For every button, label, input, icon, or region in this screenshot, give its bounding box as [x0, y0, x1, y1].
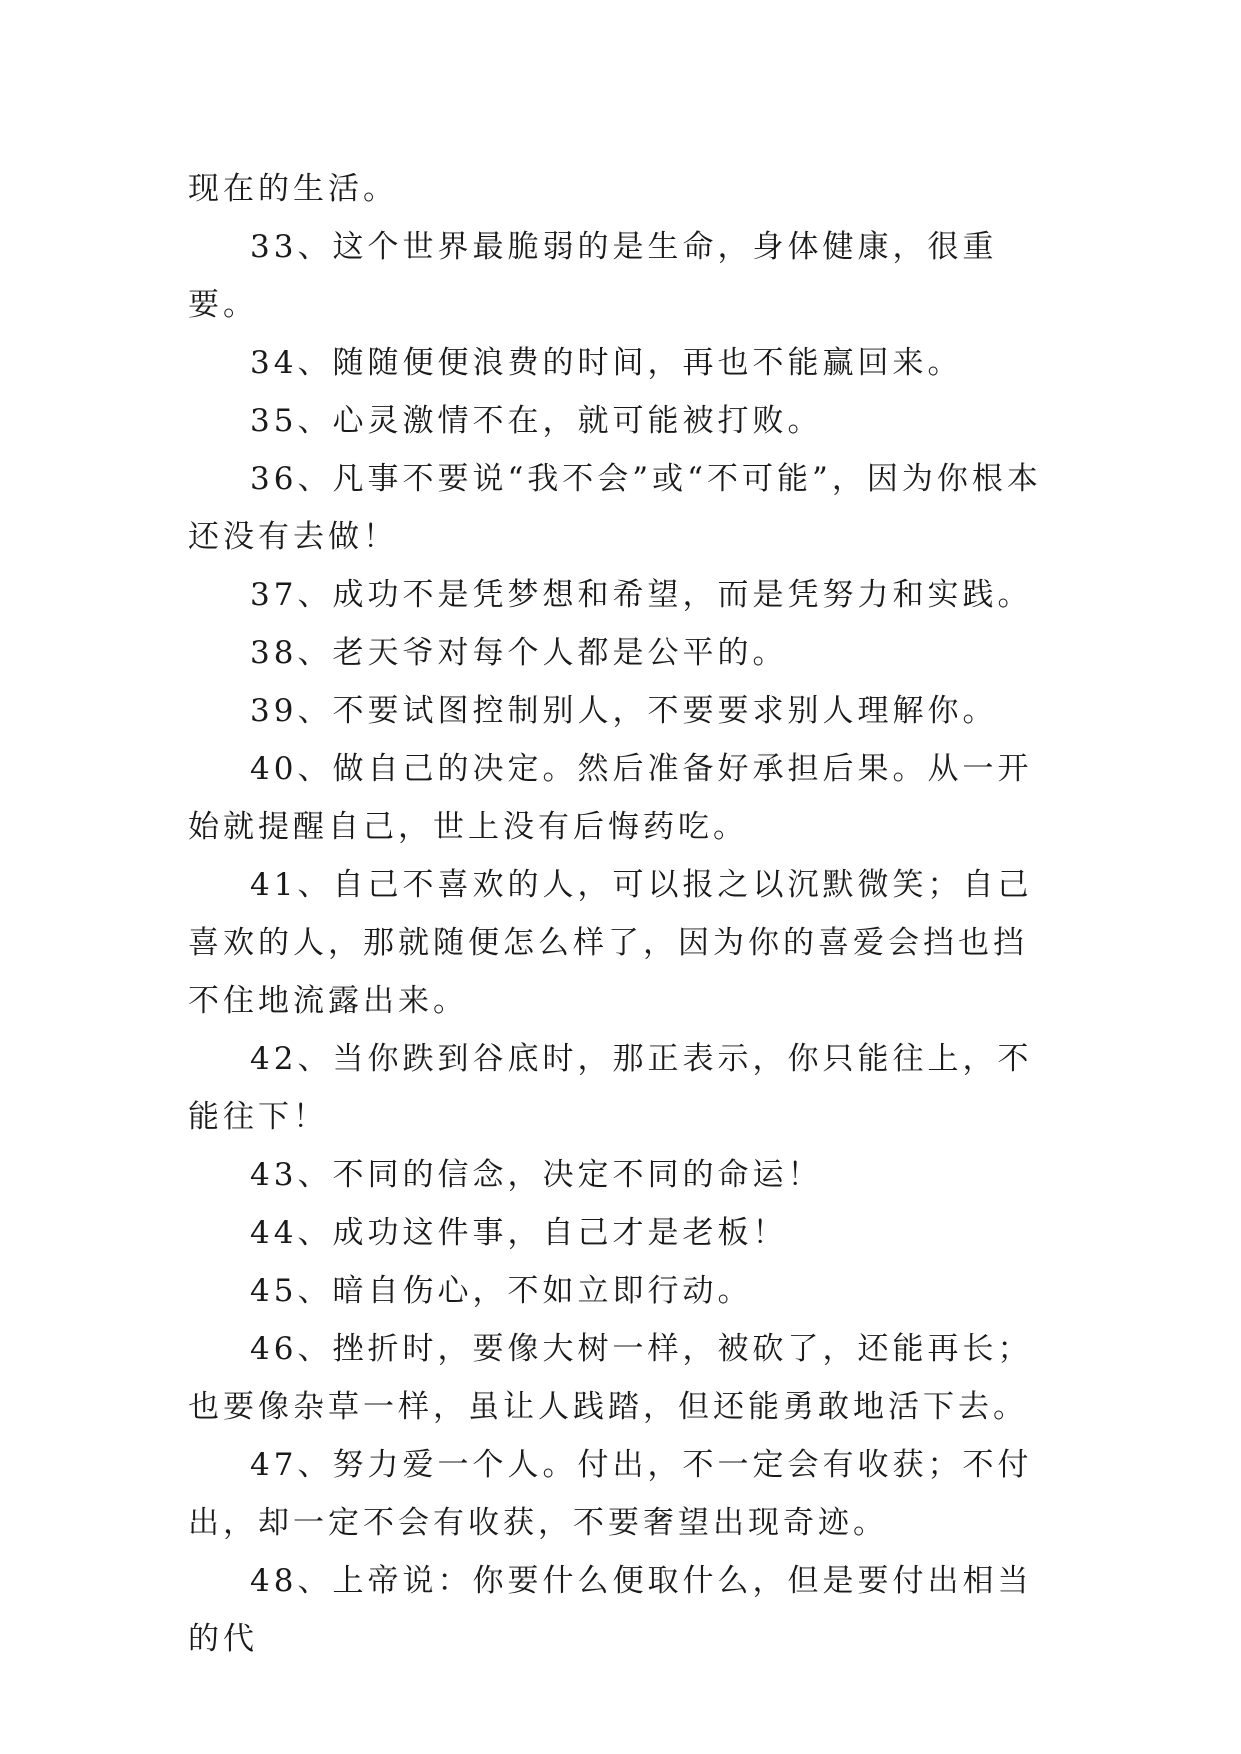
- document-body: [188, 160, 1048, 1668]
- quote-48: 48、上帝说：你要什么便取什么，但是要付出相当的代: [188, 1563, 1033, 1657]
- quote-33: 33、这个世界最脆弱的是生命，身体健康，很重要。: [188, 229, 998, 323]
- quote-35: 35、心灵激情不在，就可能被打败。: [250, 403, 823, 439]
- quote-38: 38、老天爷对每个人都是公平的。: [250, 635, 788, 671]
- quote-37: 37、成功不是凭梦想和希望，而是凭努力和实践。: [250, 577, 1033, 613]
- quote-36: 36、凡事不要说“我不会”或“不可能”，因为你根本还没有去做！: [188, 461, 1042, 555]
- quote-47: 47、努力爱一个人。付出，不一定会有收获；不付出，却一定不会有收获，不要奢望出现奇迹。: [188, 1447, 1033, 1541]
- quote-39: 39、不要试图控制别人，不要要求别人理解你。: [250, 693, 998, 729]
- quote-42: 42、当你跌到谷底时，那正表示，你只能往上，不能往下！: [188, 1041, 1033, 1135]
- quote-44: 44、成功这件事，自己才是老板！: [250, 1215, 788, 1251]
- quote-41: 41、自己不喜欢的人，可以报之以沉默微笑；自己喜欢的人，那就随便怎么样了，因为你的喜爱会挡也挡不住地流露出来。: [188, 867, 1033, 1019]
- quote-34: 34、随随便便浪费的时间，再也不能赢回来。: [250, 345, 963, 381]
- quote-46: 46、挫折时，要像大树一样，被砍了，还能再长；也要像杂草一样，虽让人践踏，但还能勇敢地活下去。: [188, 1331, 1033, 1425]
- quote-45: 45、暗自伤心，不如立即行动。: [250, 1273, 753, 1309]
- quote-43: 43、不同的信念，决定不同的命运！: [250, 1157, 823, 1193]
- quote-40: 40、做自己的决定。然后准备好承担后果。从一开始就提醒自己，世上没有后悔药吃。: [188, 751, 1033, 845]
- paragraph-continuation: 现在的生活。: [188, 171, 398, 207]
